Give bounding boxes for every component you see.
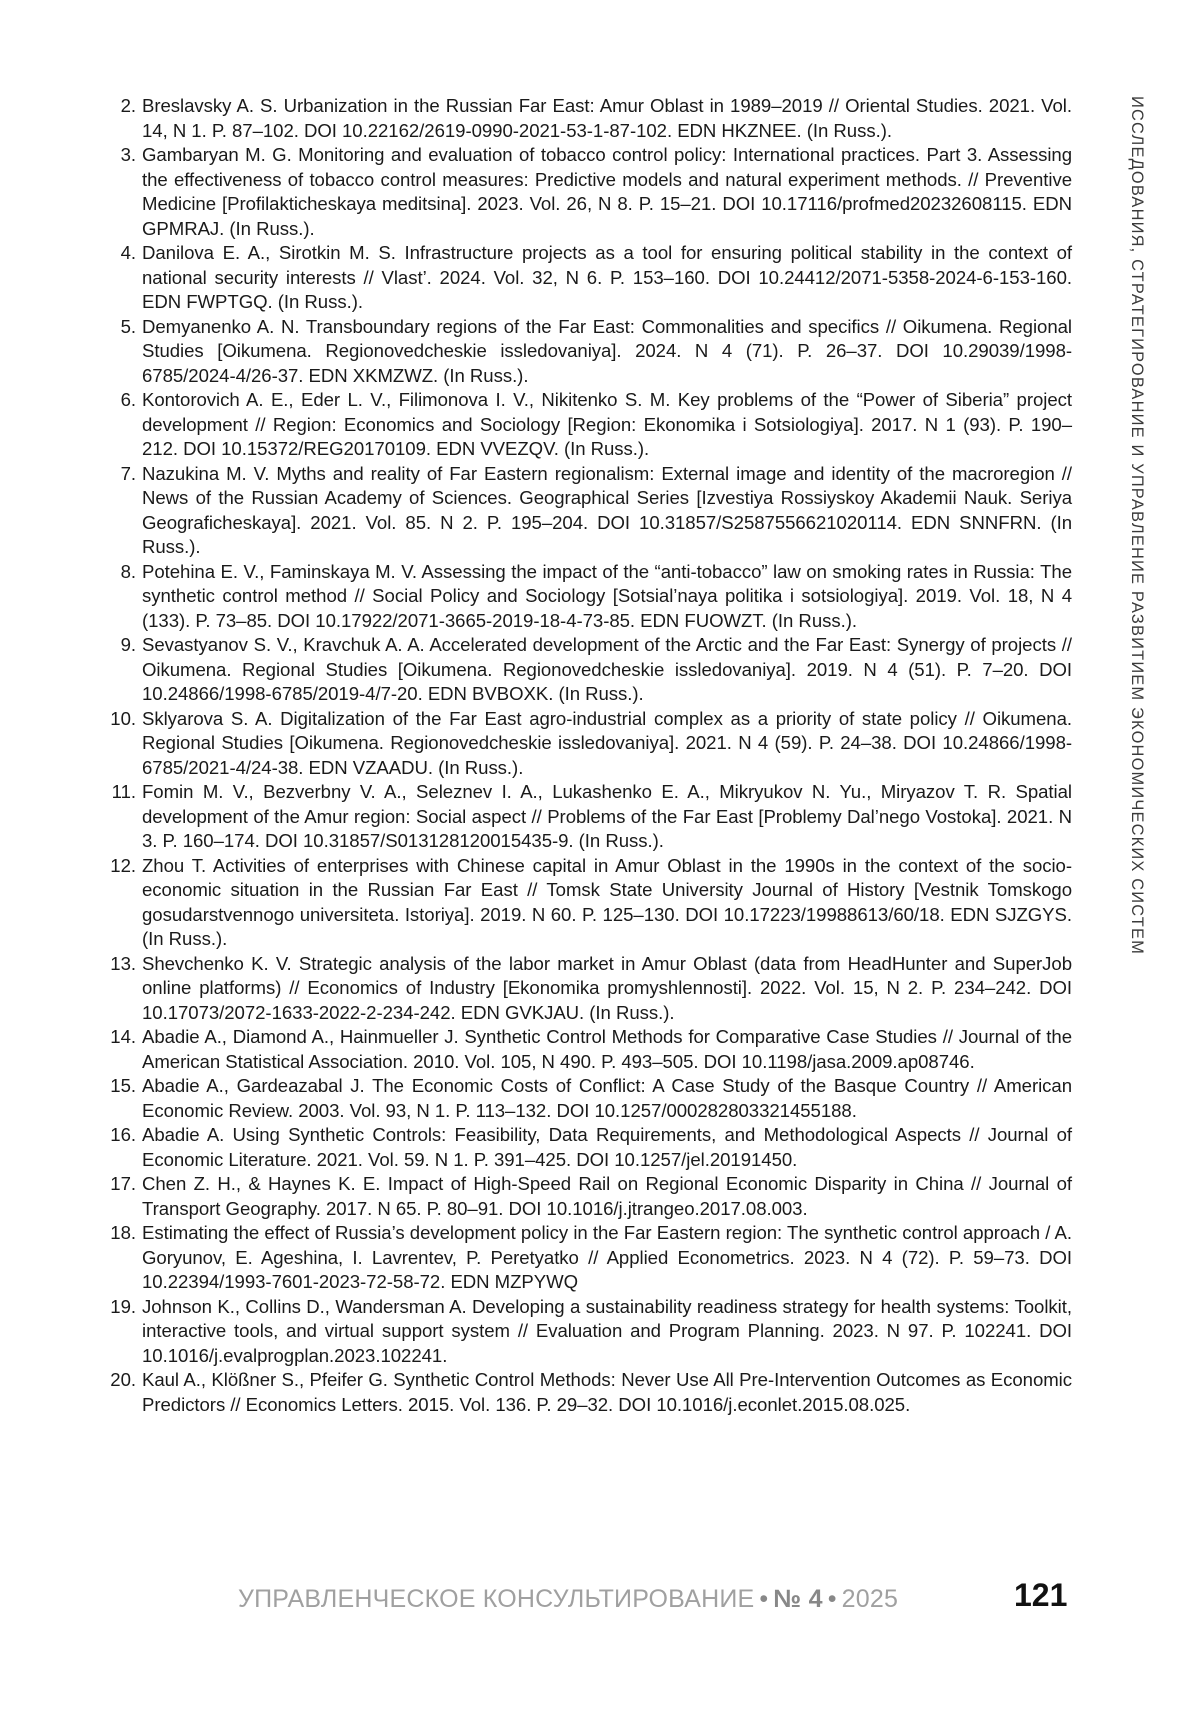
reference-item — [102, 1295, 1072, 1369]
reference-list — [102, 94, 1072, 1417]
reference-text: Sevastyanov S. V., Kravchuk A. A. Accelerated development of the Arctic and the Far East: Synergy of projects // Oikumena. Regional Studies [Oikumena. Regionovedcheskie issledovaniya]. 2019. N 4 (51). P. 7–20. DOI 10.24866/1998-6785/2019-4/7-20. EDN BVBOXK. (In Russ.). — [142, 634, 1072, 704]
reference-number: 13. — [96, 952, 136, 977]
reference-item — [102, 1221, 1072, 1295]
reference-number: 20. — [96, 1368, 136, 1393]
reference-item — [102, 143, 1072, 241]
reference-text: Johnson K., Collins D., Wandersman A. Developing a sustainability readiness strategy for health systems: Toolkit, interactive tools, and virtual support system // Evaluation and Program Planning. 2023. N 97. P. 102241. DOI 10.1016/j.evalprogplan.2023.102241. — [142, 1296, 1072, 1366]
reference-text: Zhou T. Activities of enterprises with Chinese capital in Amur Oblast in the 1990s in the context of the socio-economic situation in the Russian Far East // Tomsk State University Journal of History [Vestnik Tomskogo gosudarstvennogo universiteta. Istoriya]. 2019. N 60. P. 125–130. DOI 10.17223/19988613/60/18. EDN SJZGYS. (In Russ.). — [142, 855, 1072, 950]
reference-item — [102, 560, 1072, 634]
reference-item — [102, 952, 1072, 1026]
reference-number: 9. — [96, 633, 136, 658]
reference-number: 10. — [96, 707, 136, 732]
reference-text: Estimating the effect of Russia’s development policy in the Far Eastern region: The synthetic control approach / A. Goryunov, E. Ageshina, I. Lavrentev, P. Peretyatko // Applied Econometrics. 2023. N 4 (72). P. 59–73. DOI 10.22394/1993-7601-2023-72-58-72. EDN MZPYWQ — [142, 1222, 1072, 1292]
reference-number: 11. — [96, 780, 136, 805]
reference-number: 15. — [96, 1074, 136, 1099]
reference-text: Shevchenko K. V. Strategic analysis of the labor market in Amur Oblast (data from HeadHunter and SuperJob online platforms) // Economics of Industry [Ekonomika promyshlennosti]. 2022. Vol. 15, N 2. P. 234–242. DOI 10.17073/2072-1633-2022-2-234-242. EDN GVKJAU. (In Russ.). — [142, 953, 1072, 1023]
issue-number: № 4 — [773, 1585, 822, 1613]
reference-item — [102, 780, 1072, 854]
reference-number: 16. — [96, 1123, 136, 1148]
reference-number: 2. — [96, 94, 136, 119]
reference-item — [102, 241, 1072, 315]
reference-number: 19. — [96, 1295, 136, 1320]
reference-number: 18. — [96, 1221, 136, 1246]
reference-item — [102, 633, 1072, 707]
reference-text: Abadie A. Using Synthetic Controls: Feasibility, Data Requirements, and Methodological Aspects // Journal of Economic Literature. 2021. Vol. 59. N 1. P. 391–425. DOI 10.1257/jel.20191450. — [142, 1124, 1072, 1170]
publication-year: 2025 — [842, 1585, 898, 1613]
reference-item — [102, 1172, 1072, 1221]
reference-number: 8. — [96, 560, 136, 585]
reference-text: Nazukina M. V. Myths and reality of Far Eastern regionalism: External image and identity of the macroregion // News of the Russian Academy of Sciences. Geographical Series [Izvestiya Rossiyskoy Akademii Nauk. Seriya Geograficheskaya]. 2021. Vol. 85. N 2. P. 195–204. DOI 10.31857/S2587556621020114. EDN SNNFRN. (In Russ.). — [142, 463, 1072, 558]
reference-number: 3. — [96, 143, 136, 168]
reference-number: 14. — [96, 1025, 136, 1050]
reference-item — [102, 854, 1072, 952]
separator-dot: • — [759, 1585, 768, 1613]
reference-text: Kaul A., Klößner S., Pfeifer G. Synthetic Control Methods: Never Use All Pre-Intervention Outcomes as Economic Predictors // Economics Letters. 2015. Vol. 136. P. 29–32. DOI 10.1016/j.econlet.2015.08.025. — [142, 1369, 1072, 1415]
reference-text: Sklyarova S. A. Digitalization of the Far East agro-industrial complex as a priority of state policy // Oikumena. Regional Studies [Oikumena. Regionovedcheskie issledovaniya]. 2021. N 4 (59). P. 24–38. DOI 10.24866/1998-6785/2021-4/24-38. EDN VZAADU. (In Russ.). — [142, 708, 1072, 778]
reference-item — [102, 1074, 1072, 1123]
reference-number: 5. — [96, 315, 136, 340]
page-number: 121 — [1014, 1577, 1067, 1614]
journal-title: УПРАВЛЕНЧЕСКОЕ КОНСУЛЬТИРОВАНИЕ — [238, 1585, 754, 1613]
reference-text: Chen Z. H., & Haynes K. E. Impact of High-Speed Rail on Regional Economic Disparity in China // Journal of Transport Geography. 2017. N 65. P. 80–91. DOI 10.1016/j.jtrangeo.2017.08.003. — [142, 1173, 1072, 1219]
reference-text: Abadie A., Diamond A., Hainmueller J. Synthetic Control Methods for Comparative Case Studies // Journal of the American Statistical Association. 2010. Vol. 105, N 490. P. 493–505. DOI 10.1198/jasa.2009.ap08746. — [142, 1026, 1072, 1072]
reference-text: Kontorovich A. E., Eder L. V., Filimonova I. V., Nikitenko S. M. Key problems of the “Power of Siberia” project development // Region: Economics and Sociology [Region: Ekonomika i Sotsiologiya]. 2017. N 1 (93). P. 190–212. DOI 10.15372/REG20170109. EDN VVEZQV. (In Russ.). — [142, 389, 1072, 459]
reference-text: Potehina E. V., Faminskaya M. V. Assessing the impact of the “anti-tobacco” law on smoking rates in Russia: The synthetic control method // Social Policy and Sociology [Sotsial’naya politika i sotsiologiya]. 2019. Vol. 18, N 4 (133). P. 73–85. DOI 10.17922/2071-3665-2019-18-4-73-85. EDN FUOWZT. (In Russ.). — [142, 561, 1072, 631]
reference-text: Demyanenko A. N. Transboundary regions of the Far East: Commonalities and specifics // Oikumena. Regional Studies [Oikumena. Regionovedcheskie issledovaniya]. 2024. N 4 (71). P. 26–37. DOI 10.29039/1998-6785/2024-4/26-37. EDN XKMZWZ. (In Russ.). — [142, 316, 1072, 386]
reference-item — [102, 1025, 1072, 1074]
reference-item — [102, 1123, 1072, 1172]
separator-dot: • — [828, 1585, 837, 1613]
reference-number: 7. — [96, 462, 136, 487]
reference-item — [102, 315, 1072, 389]
reference-text: Breslavsky A. S. Urbanization in the Russian Far East: Amur Oblast in 1989–2019 // Oriental Studies. 2021. Vol. 14, N 1. P. 87–102. DOI 10.22162/2619-0990-2021-53-1-87-102. EDN HKZNEE. (In Russ.). — [142, 95, 1072, 141]
side-section-title: ИССЛЕДОВАНИЯ, СТРАТЕГИРОВАНИЕ И УПРАВЛЕНИЕ РАЗВИТИЕМ ЭКОНОМИЧЕСКИХ СИСТЕМ — [1127, 96, 1146, 955]
reference-text: Gambaryan M. G. Monitoring and evaluation of tobacco control policy: International practices. Part 3. Assessing the effectiveness of tobacco control measures: Predictive models and natural experiment methods. // Preventive Medicine [Profilakticheskaya meditsina]. 2023. Vol. 26, N 8. P. 15–21. DOI 10.17116/profmed20232608115. EDN GPMRAJ. (In Russ.). — [142, 144, 1072, 239]
reference-number: 17. — [96, 1172, 136, 1197]
reference-text: Fomin M. V., Bezverbny V. A., Seleznev I. A., Lukashenko E. A., Mikryukov N. Yu., Miryazov T. R. Spatial development of the Amur region: Social aspect // Problems of the Far East [Problemy Dal’nego Vostoka]. 2021. N 3. P. 160–174. DOI 10.31857/S013128120015435-9. (In Russ.). — [142, 781, 1072, 851]
reference-item — [102, 1368, 1072, 1417]
running-footer — [238, 1585, 898, 1614]
reference-item — [102, 462, 1072, 560]
reference-item — [102, 707, 1072, 781]
reference-number: 12. — [96, 854, 136, 879]
reference-item — [102, 388, 1072, 462]
reference-number: 4. — [96, 241, 136, 266]
reference-text: Danilova E. A., Sirotkin M. S. Infrastructure projects as a tool for ensuring political stability in the context of national security interests // Vlast’. 2024. Vol. 32, N 6. P. 153–160. DOI 10.24412/2071-5358-2024-6-153-160. EDN FWPTGQ. (In Russ.). — [142, 242, 1072, 312]
reference-text: Abadie A., Gardeazabal J. The Economic Costs of Conflict: A Case Study of the Basque Country // American Economic Review. 2003. Vol. 93, N 1. P. 113–132. DOI 10.1257/000282803321455188. — [142, 1075, 1072, 1121]
reference-number: 6. — [96, 388, 136, 413]
reference-item — [102, 94, 1072, 143]
